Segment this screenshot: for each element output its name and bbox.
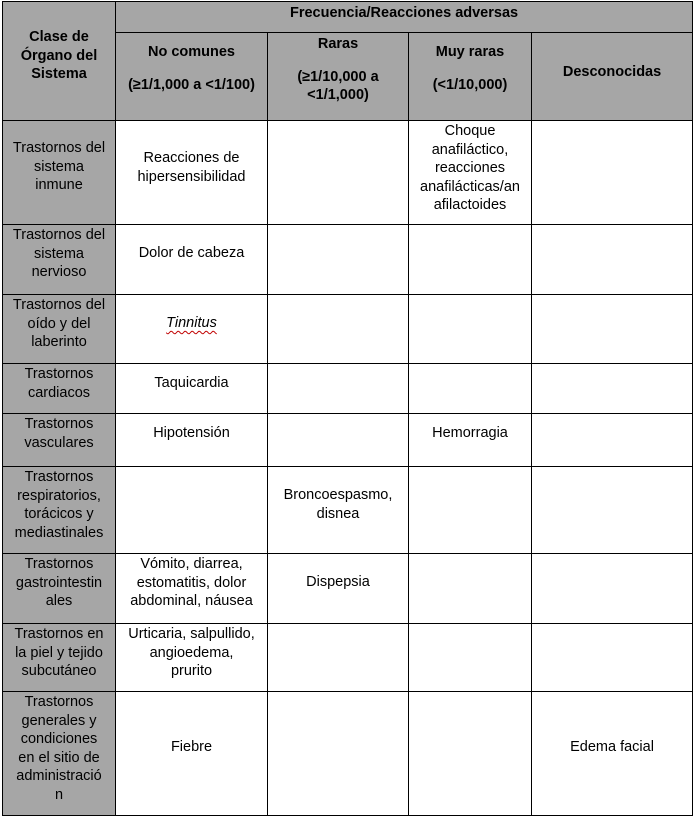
header-col-very-rare-range: (<1/10,000) [432,76,508,93]
uncommon-cell [116,467,268,554]
unknown-cell [532,624,693,692]
spacer [412,62,528,76]
very-rare-cell [409,692,532,816]
uncommon-cell: Reacciones de hipersensibilidad [116,121,268,225]
rare-cell: Broncoespasmo, disnea [268,467,409,554]
unknown-cell [532,225,693,295]
table-row [3,414,693,467]
header-col-uncommon-range: (≥1/1,000 a <1/100) [128,76,255,93]
organ-class-cell: Trastornos generales y condiciones en el sitio de administració n [3,692,116,816]
rare-cell [268,225,409,295]
organ-class-cell: Trastornos en la piel y tejido subcutáneo [3,624,116,692]
very-rare-cell: Choque anafiláctico, reacciones anafilácticas/an afilactoides [409,121,532,225]
uncommon-cell: Vómito, diarrea, estomatitis, dolor abdominal, náusea [116,554,268,624]
table-row [3,692,693,816]
table-row [3,121,693,225]
table-row [3,295,693,364]
spacer [119,62,264,76]
organ-class-cell: Trastornos gastrointestin ales [3,554,116,624]
organ-class-cell: Trastornos respiratorios, torácicos y mediastinales [3,467,116,554]
uncommon-cell: Fiebre [116,692,268,816]
header-col-unknown-name: Desconocidas [562,64,662,80]
uncommon-cell: Dolor de cabeza [116,225,268,295]
table-row [3,624,693,692]
unknown-cell: Edema facial [532,692,693,816]
header-frequency-cell: Frecuencia/Reacciones adversas [116,2,693,33]
table-row [3,554,693,624]
header-col-very-rare [409,33,532,121]
header-col-uncommon [116,33,268,121]
rare-cell [268,364,409,414]
organ-class-cell: Trastornos cardiacos [3,364,116,414]
very-rare-cell [409,467,532,554]
header-col-rare-name: Raras [317,36,359,52]
uncommon-cell: Taquicardia [116,364,268,414]
organ-class-cell: Trastornos del oído y del laberinto [3,295,116,364]
organ-class-cell: Trastornos del sistema inmune [3,121,116,225]
adverse-reactions-table [2,1,693,816]
very-rare-cell [409,364,532,414]
very-rare-cell [409,295,532,364]
organ-class-cell: Trastornos del sistema nervioso [3,225,116,295]
header-col-very-rare-name: Muy raras [435,44,505,60]
rare-cell [268,414,409,467]
very-rare-cell [409,554,532,624]
organ-class-cell: Trastornos vasculares [3,414,116,467]
spacer [271,54,405,68]
uncommon-cell [116,295,268,364]
rare-cell [268,295,409,364]
unknown-cell [532,121,693,225]
table-row [3,225,693,295]
header-row-top [3,2,693,33]
tinnitus-text: Tinnitus [166,315,217,331]
very-rare-cell [409,624,532,692]
header-col-uncommon-name: No comunes [147,44,235,60]
unknown-cell [532,554,693,624]
unknown-cell [532,295,693,364]
rare-cell [268,121,409,225]
unknown-cell [532,414,693,467]
header-col-rare-range: (≥1/10,000 a <1/1,000) [297,68,379,103]
header-col-unknown [532,33,693,121]
table-row [3,364,693,414]
rare-cell: Dispepsia [268,554,409,624]
rare-cell [268,692,409,816]
uncommon-cell: Urticaria, salpullido, angioedema, prurito [116,624,268,692]
unknown-cell [532,467,693,554]
very-rare-cell: Hemorragia [409,414,532,467]
header-class-cell: Clase de Órgano del Sistema [3,2,116,121]
very-rare-cell [409,225,532,295]
unknown-cell [532,364,693,414]
rare-cell [268,624,409,692]
header-col-rare [268,33,409,121]
table-row [3,467,693,554]
uncommon-cell: Hipotensión [116,414,268,467]
